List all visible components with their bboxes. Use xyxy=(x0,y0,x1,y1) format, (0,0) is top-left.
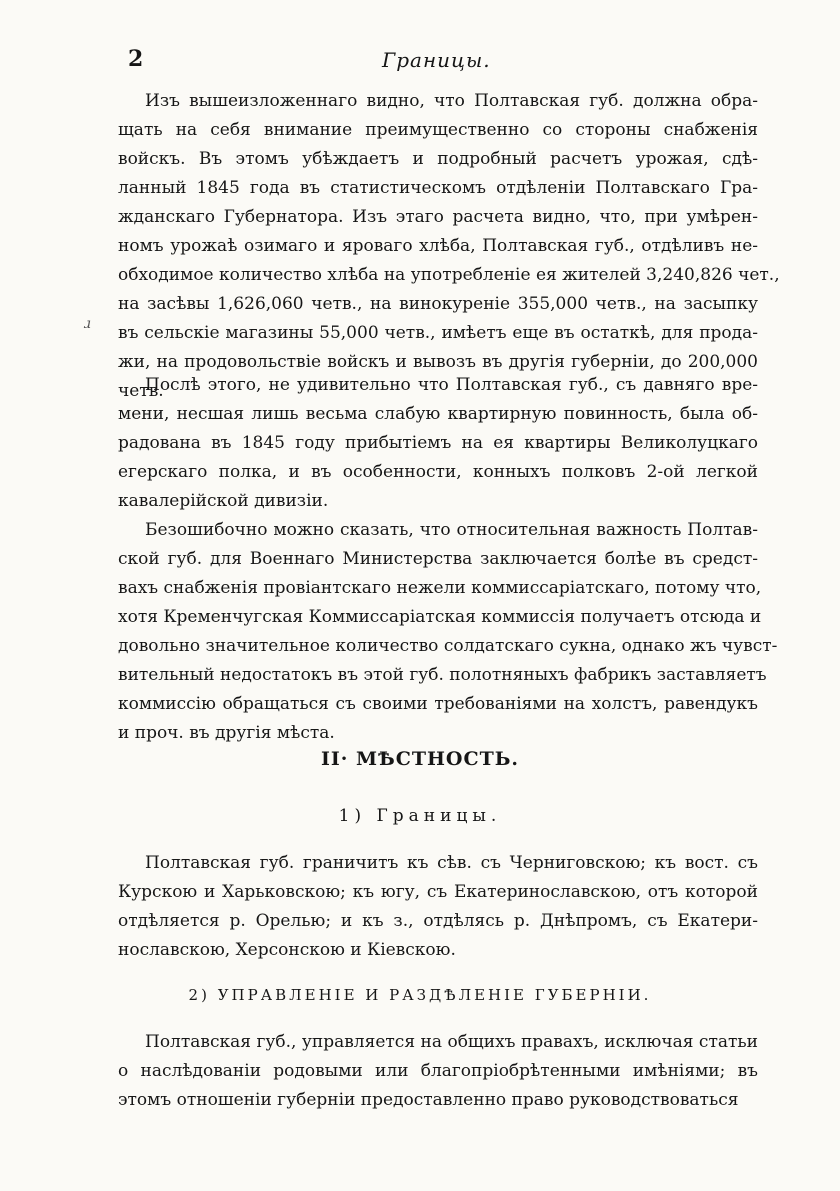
text-line: вительный недостатокъ въ этой губ. полотняныхъ фабрикъ заставляетъ xyxy=(118,665,767,685)
text-line: кавалерійской дивизіи. xyxy=(118,491,329,511)
text-line: нославскою, Херсонскою и Кіевскою. xyxy=(118,940,456,960)
text-line: Полтавская губ., управляется на общихъ правахъ, исключая статьи xyxy=(145,1032,758,1052)
text-line: Послѣ этого, не удивительно что Полтавская губ., съ давняго вре- xyxy=(145,375,758,395)
text-line: четв. xyxy=(118,381,164,401)
text-line: этомъ отношеніи губерніи предоставленно право руководствоваться xyxy=(118,1090,739,1110)
text-line: о наслѣдованіи родовыми или благопріобрѣтенными имѣніями; въ xyxy=(118,1061,758,1081)
text-line: обходимое количество хлѣба на употребленіе ея жителей 3,240,826 чет., xyxy=(118,265,780,285)
paragraph-supply xyxy=(118,87,780,406)
paragraph-quarters xyxy=(118,371,758,516)
text-line: жи, на продовольствіе войскъ и вывозъ въ другія губерніи, до 200,000 xyxy=(118,352,758,372)
text-line: ской губ. для Военнаго Министерства заключается болѣе въ средст- xyxy=(118,549,758,569)
text-line: хотя Кременчугская Коммиссаріатская коммиссія получаетъ отсюда и xyxy=(118,607,762,627)
section-heading: II· МѢСТНОСТЬ. xyxy=(320,748,520,770)
paragraph-administration xyxy=(118,1028,758,1115)
text-line: войскъ. Въ этомъ убѣждаетъ и подробный расчетъ урожая, сдѣ- xyxy=(118,149,758,169)
text-line: номъ урожаѣ озимаго и яроваго хлѣба, Полтавская губ., отдѣливъ не- xyxy=(118,236,758,256)
text-line: и проч. въ другія мѣста. xyxy=(118,723,335,743)
text-line: отдѣляется р. Орелью; и къ з., отдѣлясь р. Днѣпромъ, съ Екатери- xyxy=(118,911,758,931)
text-line: егерскаго полка, и въ особенности, конныхъ полковъ 2-ой легкой xyxy=(118,462,758,482)
paragraph-ministry xyxy=(118,516,778,748)
text-line: на засѣвы 1,626,060 четв., на винокуреніе 355,000 четв., на засыпку xyxy=(118,294,758,314)
text-line: коммиссію обращаться съ своими требованіями на холстъ, равендукъ xyxy=(118,694,758,714)
margin-note: ɹ xyxy=(84,316,92,332)
text-line: ланный 1845 года въ статистическомъ отдѣленіи Полтавскаго Гра- xyxy=(118,178,758,198)
text-line: довольно значительное количество солдатскаго сукна, однако жъ чувст- xyxy=(118,636,778,656)
text-line: Безошибочно можно сказать, что относительная важность Полтав- xyxy=(145,520,758,540)
text-line: Изъ вышеизложеннаго видно, что Полтавская губ. должна обра- xyxy=(145,91,758,111)
subsection-heading-borders: 1) Границы. xyxy=(338,806,502,826)
running-title: Границы. xyxy=(382,48,491,72)
text-line: Полтавская губ. граничитъ къ сѣв. съ Черниговскою; къ вост. съ xyxy=(145,853,758,873)
text-line: щать на себя внимание преимущественно со стороны снабженія xyxy=(118,120,758,140)
text-line: жданскаго Губернатора. Изъ этаго расчета видно, что, при умѣрен- xyxy=(118,207,758,227)
text-line: Курскою и Харьковскою; къ югу, съ Екатеринославскою, отъ которой xyxy=(118,882,758,902)
text-line: въ сельскіе магазины 55,000 четв., имѣетъ еще въ остаткѣ, для прода- xyxy=(118,323,758,343)
paragraph-borders xyxy=(118,849,758,965)
text-line: радована въ 1845 году прибытіемъ на ея квартиры Великолуцкаго xyxy=(118,433,758,453)
text-line: вахъ снабженія провіантскаго нежели коммиссаріатскаго, потому что, xyxy=(118,578,762,598)
text-line: мени, несшая лишь весьма слабую квартирную повинность, была об- xyxy=(118,404,758,424)
subsection-heading-administration: 2) УПРАВЛЕНІЕ И РАЗДѢЛЕНІЕ ГУБЕРНІИ. xyxy=(188,986,652,1004)
page-number: 2 xyxy=(128,46,144,72)
